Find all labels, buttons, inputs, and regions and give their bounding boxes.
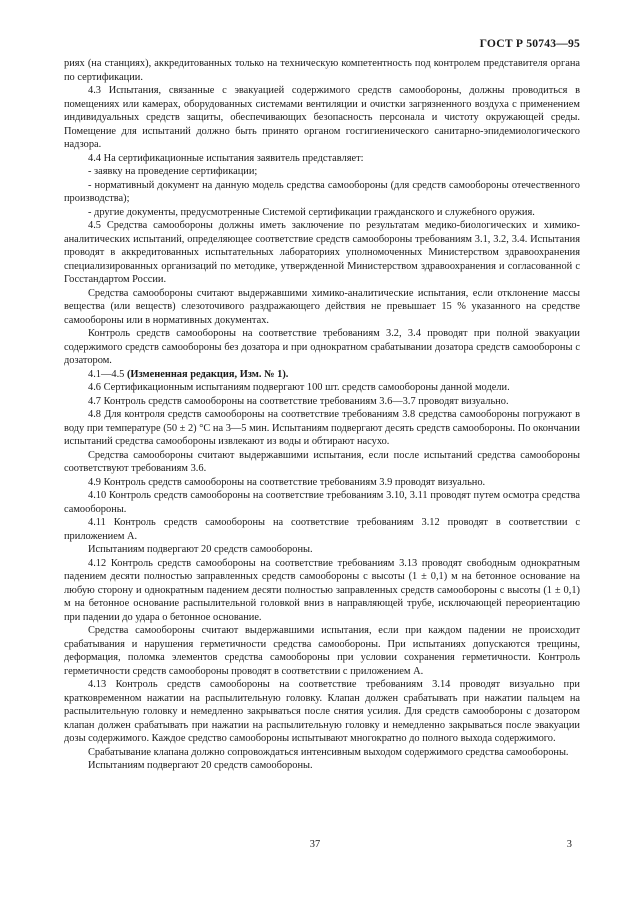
paragraph: Испытаниям подвергают 20 средств самообороны. xyxy=(88,760,313,771)
page-number: 37 xyxy=(309,839,321,850)
paragraph-4-6: 4.6 Сертификационным испытаниям подвергают 100 шт. средств самообороны данной модели. xyxy=(88,382,510,393)
paragraph-4-9: 4.9 Контроль средств самообороны на соответствие требованиям 3.9 проводят визуально. xyxy=(88,476,486,488)
paragraph-4-11: 4.11 Контроль средств самообороны на соответствие требованиям 3.12 проводят в соответствии с приложением А. xyxy=(64,517,580,542)
paragraph-4-5: 4.5 Средства самообороны должны иметь заключение по результатам медико-биологических и химико-аналитических испытаний, определяющее соответствие средств самообороны требованиям 3.1, 3.2, 3.4. Испытания проводят в аккредитованных испытательных лабораториях уполномоченных Министерством здравоохранения специализированных организаций по методике, утвержденной Министерством здравоохранения и согласованной с Госстандартом России. xyxy=(64,220,580,285)
paragraph-4-12: 4.12 Контроль средств самообороны на соответствие требованиям 3.13 проводят свободным однократным падением десяти полностью заправленных средств самообороны с высоты (1 ± 0,1) м на бетонное основание на любую сторону и однократным падением десяти полностью заправленных средств самообороны с высоты (1 ± 0,1) м на бетонное основание распылительной головкой вниз в направляющей трубе, исключающей переориентацию при падении до удара о бетонное основание. xyxy=(64,557,580,623)
paragraph-4-4: 4.4 На сертификационные испытания заявитель представляет: xyxy=(88,152,364,164)
amendment-range: 4.1—4.5 xyxy=(88,368,127,380)
list-item: - заявку на проведение сертификации; xyxy=(88,166,258,177)
amendment-label: (Измененная редакция, Изм. № 1). xyxy=(126,368,289,380)
paragraph-4-3: 4.3 Испытания, связанные с эвакуацией содержимого средств самообороны, должны проводиться в помещениях или камерах, оборудованных системами вентиляции и очистки загрязненного воздуха с применением индивидуальных средств защиты, обеспечивающих безопасность персонала и чистоту окружающей среды. Помещение для испытаний должно быть принято органом госгигиенического санитарно-эпидемиологического надзора. xyxy=(64,85,580,150)
paragraph-4-8: 4.8 Для контроля средств самообороны на соответствие требованиям 3.8 средства самообороны погружают в воду при температуре (50 ± 2) °С на 3—5 мин. Испытаниям подвергают десять средств самообороны. По окончании испытаний средства самообороны извлекают из воды и обтирают насухо. xyxy=(64,409,580,447)
document-body xyxy=(64,57,580,773)
paragraph-4-7: 4.7 Контроль средств самообороны на соответствие требованиям 3.6—3.7 проводят визуально. xyxy=(88,395,509,407)
standard-header: ГОСТ Р 50743—95 xyxy=(479,37,580,50)
paragraph: Контроль средств самообороны на соответствие требованиям 3.2, 3.4 проводят при полной эвакуации содержимого средств самообороны без дозатора и при однократном срабатывании дозатора средств самообороны с дозатором. xyxy=(64,328,580,366)
paragraph: риях (на станциях), аккредитованных только на техническую компетентность под контролем представителя органа по сертификации. xyxy=(64,58,580,83)
list-item: - нормативный документ на данную модель средства самообороны (для средств самообороны отечественного производства); xyxy=(64,179,580,204)
paragraph-4-13: 4.13 Контроль средств самообороны на соответствие требованиям 3.14 проводят визуально при кратковременном нажатии на распылительную головку. Клапан должен срабатывать при нажатии пальцем на распылительную головку и немедленно закрываться после снятия усилия. Для средств самообороны с дозатором клапан должен срабатывать при нажатии на распылительную головку и немедленно закрываться после эвакуации дозы содержимого. Каждое средство самообороны испытывают многократно до полного выхода содержимого. xyxy=(64,679,580,744)
paragraph: Средства самообороны считают выдержавшими испытания, если после испытаний средства самообороны соответствуют требованиям 3.6. xyxy=(64,449,580,474)
paragraph: Средства самообороны считают выдержавшими химико-аналитические испытания, если отклонение массы вещества (или веществ) слезоточивого раздражающего действия не превышает 15 % указанного на средстве самообороны или в нормативных документах. xyxy=(64,287,580,326)
sheet-number: 3 xyxy=(566,839,572,850)
list-item: - другие документы, предусмотренные Системой сертификации гражданского и служебного оружия. xyxy=(88,206,535,218)
paragraph-4-10: 4.10 Контроль средств самообороны на соответствие требованиям 3.10, 3.11 проводят путем осмотра средства самообороны. xyxy=(64,490,580,515)
paragraph: Испытаниям подвергают 20 средств самообороны. xyxy=(88,544,313,555)
paragraph: Срабатывание клапана должно сопровождаться интенсивным выходом содержимого средства самообороны. xyxy=(88,746,569,758)
amendment-note xyxy=(64,368,580,382)
paragraph: Средства самообороны считают выдержавшими испытания, если при каждом падении не происходит срабатывания и нарушения герметичности средства самообороны. При испытаниях допускаются трещины, деформация, поломка элементов средства самообороны при условии сохранения герметичности. Контроль герметичности средств самообороны проводят в соответствии с приложением А. xyxy=(64,625,580,677)
